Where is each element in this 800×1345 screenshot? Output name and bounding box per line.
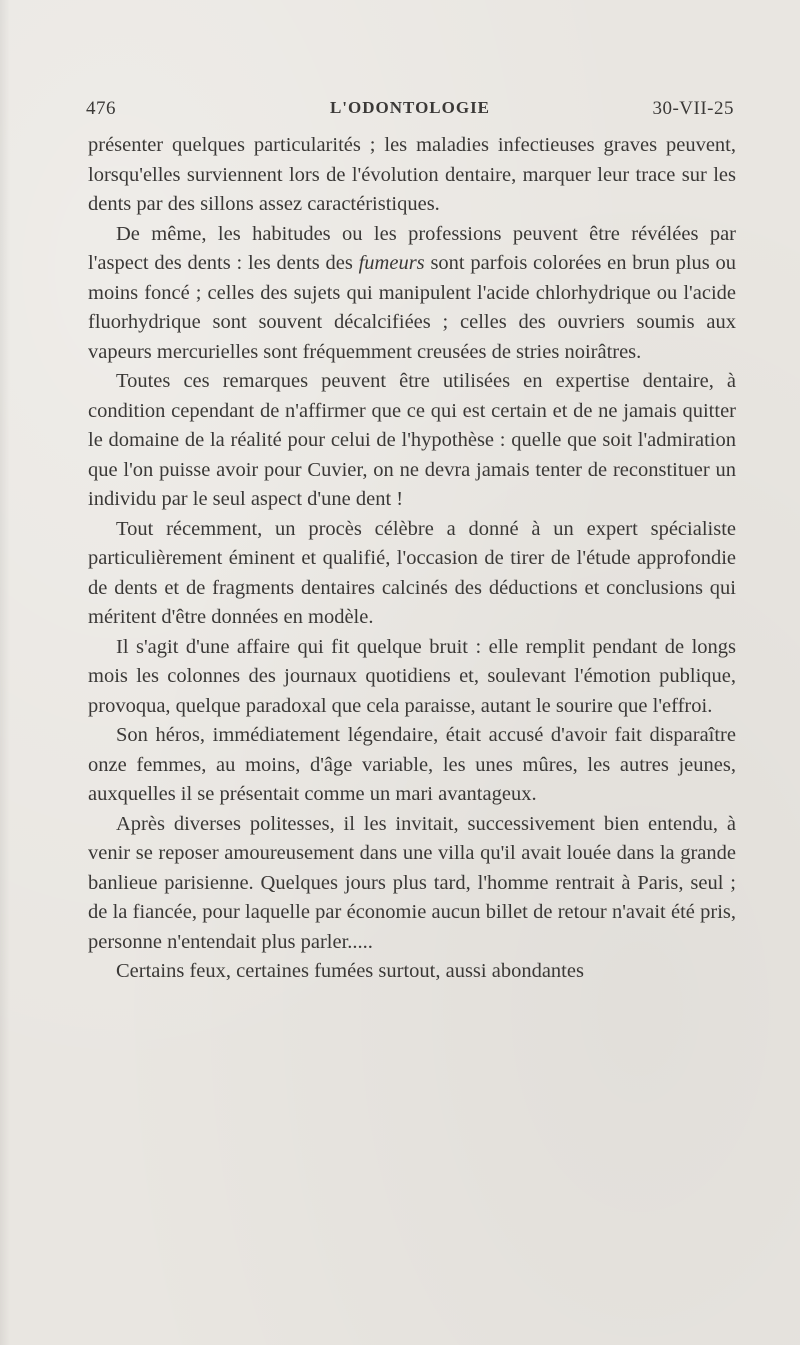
binding-edge	[0, 0, 10, 1345]
paragraph-5: Il s'agit d'une affaire qui fit quelque bruit : elle remplit pendant de longs mois les colonnes des journaux quotidiens et, soulevant l'émotion publique, provoqua, quelque paradoxal que cela paraisse, autant le sourire que l'effroi.	[88, 635, 736, 717]
paragraph-6: Son héros, immédiatement légendaire, était accusé d'avoir fait disparaître onze femmes, au moins, d'âge variable, les unes mûres, les autres jeunes, auxquelles il se présentait comme un mari avantageux.	[88, 724, 736, 805]
paragraph-3: Toutes ces remarques peuvent être utilisées en expertise dentaire, à condition cependant de n'affirmer que ce qui est certain et de ne jamais quitter le domaine de la réalité pour celui de l'hypothèse : quelle que soit l'admiration que l'on puisse avoir pour Cuvier, on ne devra jamais tenter de reconstituer un individu par le seul aspect d'une dent !	[88, 370, 736, 510]
body-text	[88, 131, 736, 987]
paragraph-8: Certains feux, certaines fumées surtout, aussi abondantes	[116, 960, 584, 982]
running-head	[86, 98, 734, 128]
page-number: 476	[86, 98, 116, 119]
journal-title: L'ODONTOLOGIE	[329, 98, 491, 117]
emphasis-fumeurs: fumeurs	[358, 252, 425, 274]
paragraph-7: Après diverses politesses, il les invitait, successivement bien entendu, à venir se reposer amoureusement dans une villa qu'il avait louée dans la grande banlieue parisienne. Quelques jours plus tard, l'homme rentrait à Paris, seul ; de la fiancée, pour laquelle par économie aucun billet de retour n'avait été pris, personne n'entendait plus parler.....	[88, 812, 736, 953]
paragraph-2	[88, 220, 736, 368]
paragraph-4: Tout récemment, un procès célèbre a donné à un expert spécialiste particulièrement éminent et qualifié, l'occasion de tirer de l'étude approfondie de dents et de fragments dentaires calcinés des déductions et conclusions qui méritent d'être données en modèle.	[88, 517, 736, 628]
paragraph-1: présenter quelques particularités ; les maladies infectieuses graves peuvent, lorsqu'elles surviennent lors de l'évolution dentaire, marquer leur trace sur les dents par des sillons assez caractéristiques.	[88, 134, 736, 215]
issue-date: 30-VII-25	[652, 98, 734, 119]
paragraph-2-start: De même, les habitudes ou les professions peuvent être révélées par l'aspect des dents : les dents des	[88, 222, 736, 274]
paragraph-2-end: sont parfois colorées en brun plus ou moins foncé ; celles des sujets qui manipulent l'acide chlorhydrique ou l'acide fluorhydrique sont souvent décalcifiées ; celles des ouvriers soumis aux vapeurs mercurielles sont fréquemment creusées de stries noirâtres.	[88, 252, 736, 363]
